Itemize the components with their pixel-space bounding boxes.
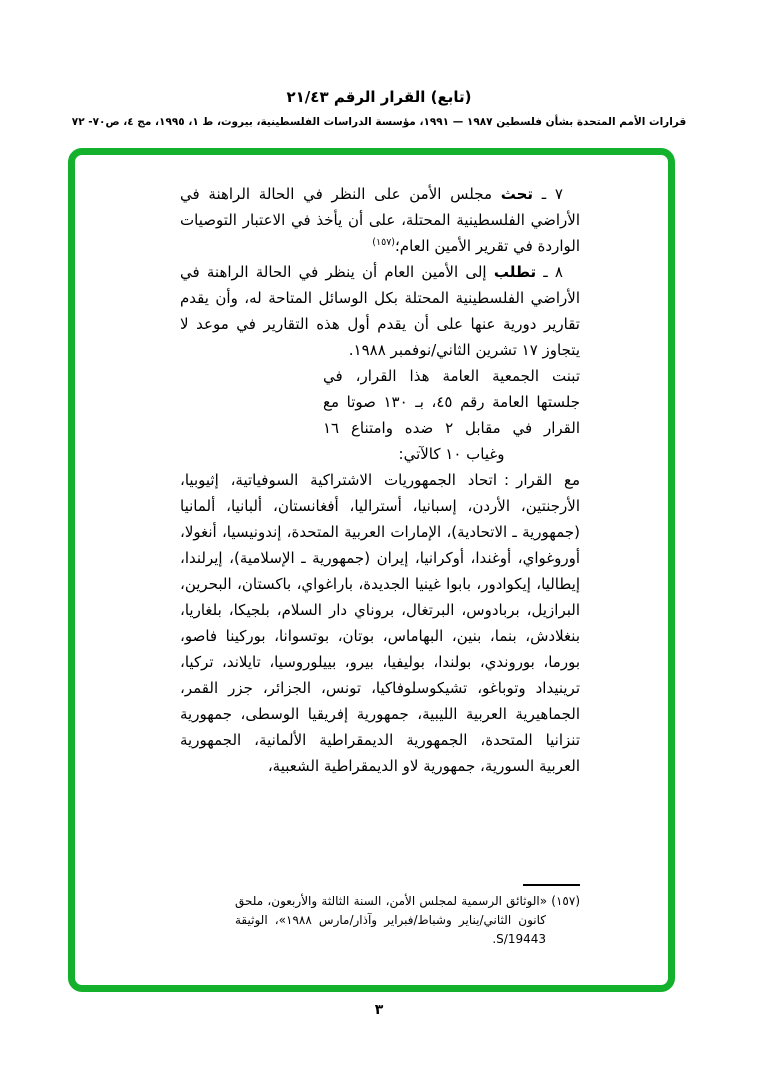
footnote-citation: «الوثائق الرسمية لمجلس الأمن، السنة الثالثة والأربعون، ملحق كانون الثاني/يناير وشباط/فبراير وآذار/مارس ١٩٨٨»، الوثيقة S/19443.	[235, 894, 548, 946]
highlight-frame	[68, 148, 675, 992]
page-number: ٣	[374, 1002, 384, 1018]
paragraph-7-number: ٧ ـ	[541, 185, 563, 203]
resolution-title: (تابع) القرار الرقم ٢١/٤٣	[286, 88, 472, 106]
vote-label-colon: :	[504, 471, 510, 489]
vote-in-favour-list	[180, 467, 580, 779]
footnote-text	[235, 892, 580, 949]
adoption-note: تبنت الجمعية العامة هذا القرار، في جلستها العامة رقم ٤٥، بـ ١٣٠ صوتا مع القرار في مقابل ٢ ضده وامتناع ١٦ وغياب ١٠ كالآتي:	[323, 367, 581, 463]
paragraph-8-lead-word: تطلب	[493, 263, 537, 281]
source-citation-line: قرارات الأمم المتحدة بشأن فلسطين ١٩٨٧ — ١٩٩١، مؤسسة الدراسات الفلسطينية، بيروت، ط ١، ١٩٩٥، مج ٤، ص٧٠- ٧٢	[71, 116, 687, 128]
footnote-area	[235, 884, 580, 949]
footnote-reference-marker: (١٥٧)	[372, 237, 396, 248]
vote-countries-text: اتحاد الجمهوريات الاشتراكية السوفياتية، إثيوبيا، الأرجنتين، الأردن، إسبانيا، أستراليا، أفغانستان، ألبانيا، ألمانيا (جمهورية ـ الاتحادية)، الإمارات العربية المتحدة، إندونيسيا، أنغولا، أوروغواي، أوغندا، أوكرانيا، إيران (جمهورية ـ الإسلامية)، إيرلندا، إيطاليا، إيكوادور، بابوا غينيا الجديدة، باراغواي، باكستان، البحرين، البرازيل، بربادوس، البرتغال، بروناي دار السلام، بلجيكا، بلغاريا، بنغلادش، بنما، بنين، البهاماس، بوتان، بوتسوانا، بوركينا فاصو، بورما، بوروندي، بولندا، بوليفيا، بيرو، بييلوروسيا، تايلاند، تركيا، ترينيداد وتوباغو، تشيكوسلوفاكيا، تونس، الجزائر، جزر القمر، الجماهيرية العربية الليبية، جمهورية إفريقيا الوسطى، جمهورية تنزانيا المتحدة، الجمهورية الديمقراطية الألمانية، الجمهورية العربية السورية، جمهورية لاو الديمقراطية الشعبية،	[180, 471, 580, 775]
paragraph-7-text: مجلس الأمن على النظر في الحالة الراهنة في الأراضي الفلسطينية المحتلة، على أن يأخذ في الاعتبار التوصيات الواردة في تقرير الأمين العام؛	[180, 185, 580, 255]
resolution-body	[180, 181, 580, 779]
vote-side-label: مع القرار	[516, 471, 580, 489]
paragraph-7-lead-word: تحث	[500, 185, 534, 203]
paragraph-8	[180, 259, 580, 363]
footnote-number: (١٥٧)	[551, 894, 580, 908]
paragraph-8-text: إلى الأمين العام أن ينظر في الحالة الراهنة في الأراضي الفلسطينية المحتلة بكل الوسائل المتاحة له، وأن يقدم تقارير دورية عنها على أن يقدم أول هذه التقارير في موعد لا يتجاوز ١٧ تشرين الثاني/نوفمبر ١٩٨٨.	[180, 263, 580, 359]
footnote-separator-rule	[523, 884, 580, 886]
paragraph-8-number: ٨ ـ	[543, 263, 563, 281]
paragraph-7	[180, 181, 580, 259]
